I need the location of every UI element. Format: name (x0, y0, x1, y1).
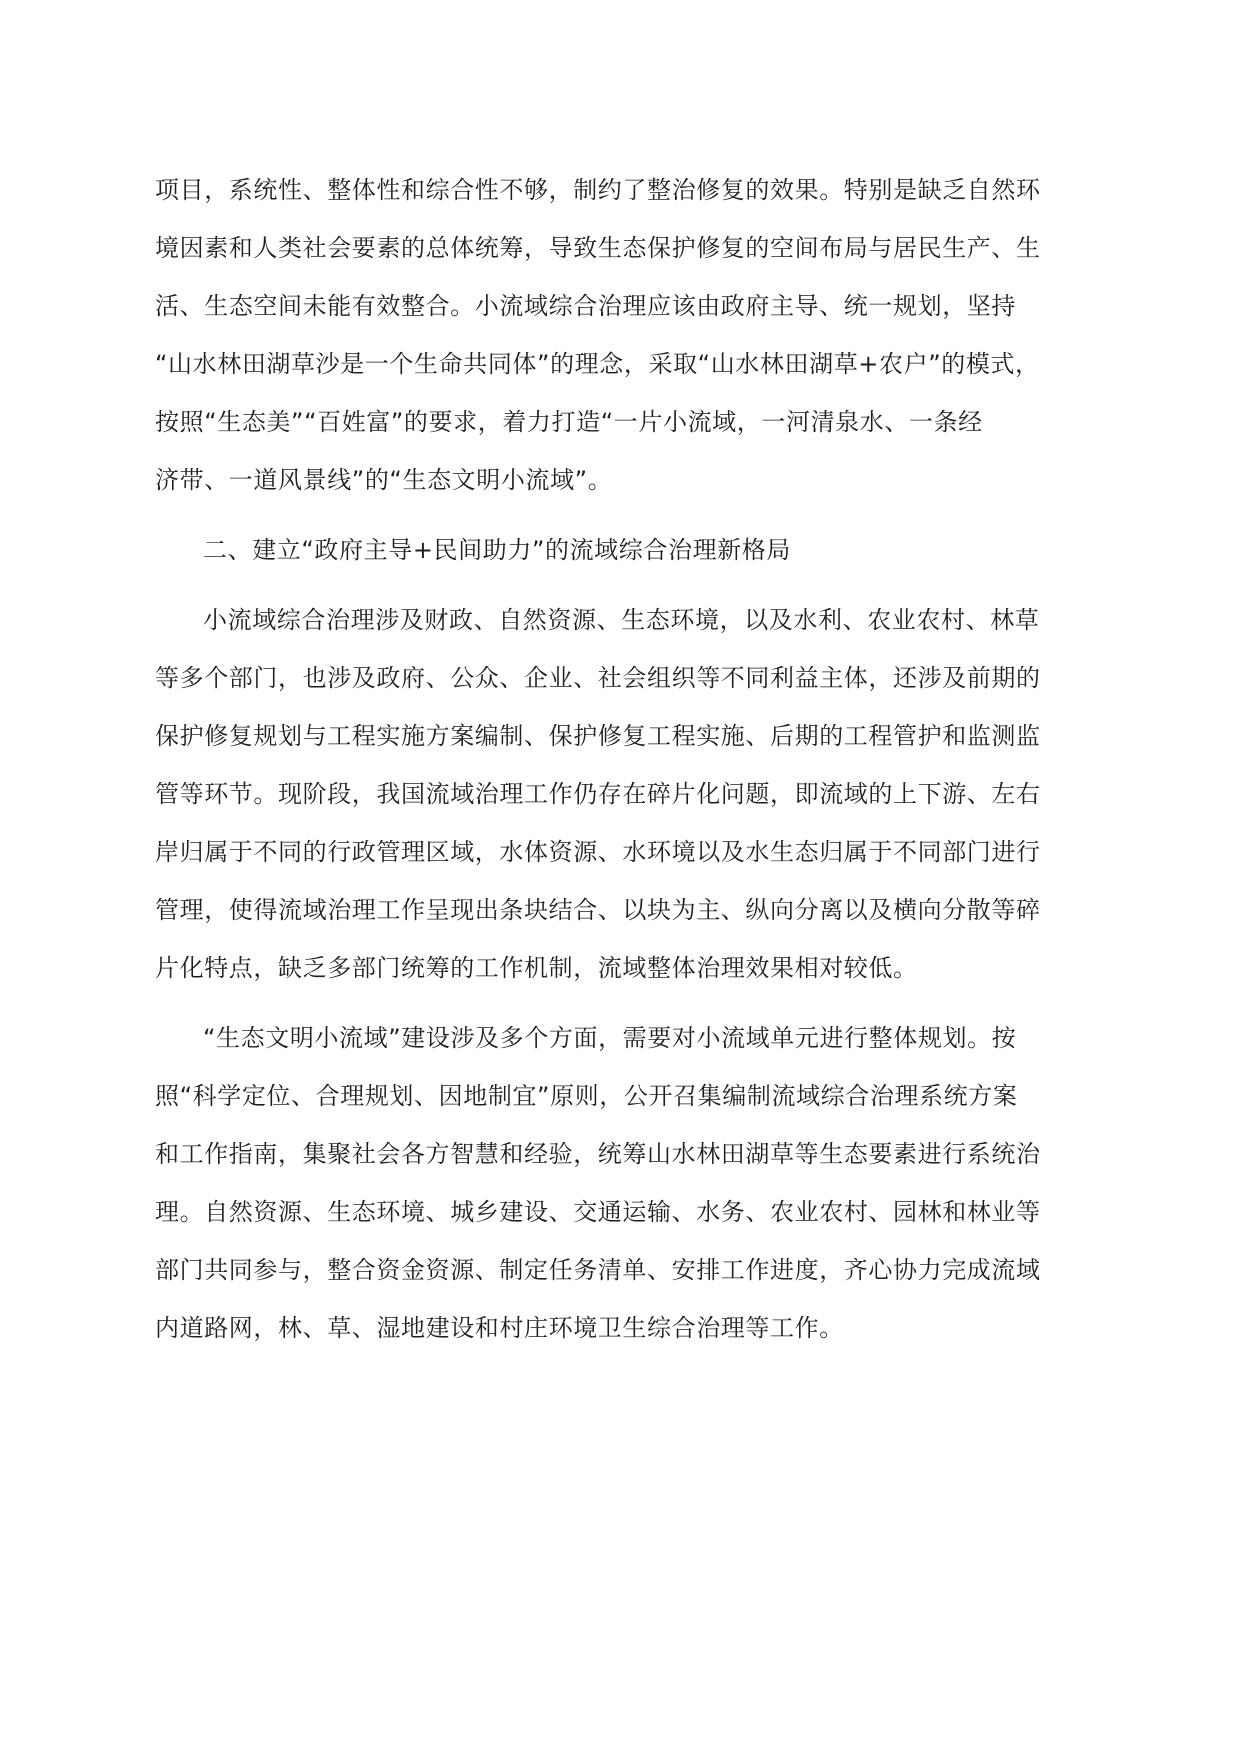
text-line: 保护修复规划与工程实施方案编制、保护修复工程实施、后期的工程管护和监测监 (155, 722, 1041, 750)
text-line: 管等环节。现阶段，我国流域治理工作仍存在碎片化问题，即流域的上下游、左右 (155, 780, 1041, 808)
text-line: 济带、一道风景线”的“生态文明小流域”。 (155, 466, 613, 494)
text-line: 活、生态空间未能有效整合。小流域综合治理应该由政府主导、统一规划，坚持 (155, 292, 1016, 320)
text-line: “山水林田湖草沙是一个生命共同体”的理念，采取“山水林田湖草+农户”的模式， (155, 350, 1040, 378)
text-line: 小流域综合治理涉及财政、自然资源、生态环境，以及水利、农业农村、林草 (203, 606, 1040, 634)
text-line: 等多个部门，也涉及政府、公众、企业、社会组织等不同利益主体，还涉及前期的 (155, 664, 1041, 692)
text-line: 岸归属于不同的行政管理区域，水体资源、水环境以及水生态归属于不同部门进行 (155, 838, 1041, 866)
text-line: 境因素和人类社会要素的总体统筹，导致生态保护修复的空间布局与居民生产、生 (155, 234, 1041, 262)
text-line: 管理，使得流域治理工作呈现出条块结合、以块为主、纵向分离以及横向分散等碎 (155, 896, 1041, 924)
text-line: 理。自然资源、生态环境、城乡建设、交通运输、水务、农业农村、园林和林业等 (155, 1198, 1041, 1226)
text-line: 内道路网，林、草、湿地建设和村庄环境卫生综合治理等工作。 (155, 1314, 844, 1342)
text-line: 按照“生态美”“百姓富”的要求，着力打造“一片小流域，一河清泉水、一条经 (155, 408, 983, 436)
section-heading: 二、建立“政府主导+民间助力”的流域综合治理新格局 (203, 536, 791, 564)
text-line: 项目，系统性、整体性和综合性不够，制约了整治修复的效果。特别是缺乏自然环 (155, 176, 1041, 204)
text-line: “生态文明小流域”建设涉及多个方面，需要对小流域单元进行整体规划。按 (203, 1024, 1017, 1052)
text-line: 照“科学定位、合理规划、因地制宜”原则，公开召集编制流域综合治理系统方案 (155, 1082, 1018, 1110)
text-line: 部门共同参与，整合资金资源、制定任务清单、安排工作进度，齐心协力完成流域 (155, 1256, 1041, 1284)
text-line: 和工作指南，集聚社会各方智慧和经验，统筹山水林田湖草等生态要素进行系统治 (155, 1140, 1041, 1168)
text-line: 片化特点，缺乏多部门统筹的工作机制，流域整体治理效果相对较低。 (155, 954, 918, 982)
